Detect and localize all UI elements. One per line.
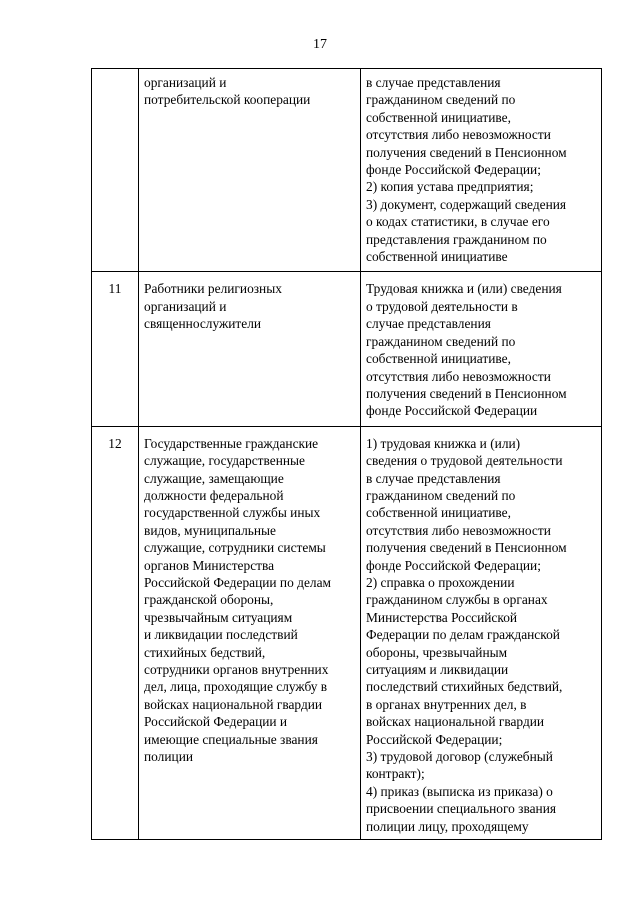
text-line: собственной инициативе,	[366, 351, 511, 367]
table-row	[92, 426, 602, 839]
text-line: Российской Федерации;	[366, 731, 503, 747]
text-line: служащие, замещающие	[144, 470, 284, 486]
table-row	[92, 272, 602, 426]
documents-cell	[361, 426, 602, 839]
text-line: Министерства Российской	[366, 609, 518, 625]
text-line: сведения о трудовой деятельности	[366, 453, 563, 469]
text-line: собственной инициативе,	[366, 505, 511, 521]
text-line: войсках национальной гвардии	[144, 696, 323, 712]
text-line: фонде Российской Федерации	[366, 403, 538, 419]
text-line: Федерации по делам гражданской	[366, 627, 560, 643]
text-line: собственной инициативе	[366, 249, 508, 265]
text-line: и ликвидации последствий	[144, 627, 298, 643]
text-line: фонде Российской Федерации;	[366, 162, 541, 178]
text-line: отсутствия либо невозможности	[366, 368, 551, 384]
table-row	[92, 69, 602, 272]
text-line: 3) документ, содержащий сведения	[366, 196, 567, 212]
text-line: фонде Российской Федерации;	[366, 557, 541, 573]
text-line: имеющие специальные звания	[144, 731, 318, 747]
row-number	[92, 69, 139, 272]
text-line: войсках национальной гвардии	[366, 714, 545, 730]
documents-cell	[361, 69, 602, 272]
category-cell	[139, 69, 361, 272]
text-line: 2) копия устава предприятия;	[366, 179, 534, 195]
text-line: Государственные гражданские	[144, 435, 319, 451]
text-line: Российской Федерации и	[144, 714, 288, 730]
text-line: отсутствия либо невозможности	[366, 127, 551, 143]
text-line: получения сведений в Пенсионном	[366, 385, 567, 401]
text-line: 1) трудовая книжка и (или)	[366, 435, 521, 451]
text-line: организаций и	[144, 75, 227, 90]
text-line: полиции лицу, проходящему	[366, 818, 529, 834]
text-line: 2) справка о прохождении	[366, 574, 515, 590]
text-line: в случае представления	[366, 470, 501, 486]
text-line: органов Министерства	[144, 557, 275, 573]
documents-table	[91, 68, 602, 840]
text-line: получения сведений в Пенсионном	[366, 540, 567, 556]
text-line: служащие, государственные	[144, 453, 305, 469]
text-line: отсутствия либо невозможности	[366, 522, 551, 538]
text-line: о трудовой деятельности в	[366, 298, 518, 314]
text-line: гражданской обороны,	[144, 592, 274, 608]
text-line: организаций и	[144, 298, 227, 314]
row-number: 11	[92, 272, 139, 426]
documents-cell	[361, 272, 602, 426]
text-line: присвоении специального звания	[366, 801, 557, 817]
text-line: священнослужители	[144, 316, 262, 332]
text-line: дел, лица, проходящие службу в	[144, 679, 328, 695]
text-line: гражданином службы в органах	[366, 592, 548, 608]
text-line: контракт);	[366, 766, 425, 782]
text-line: государственной службы иных	[144, 505, 321, 521]
text-line: гражданином сведений по	[366, 92, 516, 108]
page-number: 17	[313, 37, 327, 52]
text-line: видов, муниципальные	[144, 522, 276, 538]
text-line: собственной инициативе,	[366, 109, 511, 125]
text-line: обороны, чрезвычайным	[366, 644, 508, 660]
text-line: потребительской кооперации	[144, 92, 311, 108]
text-line: служащие, сотрудники системы	[144, 540, 326, 556]
text-line: чрезвычайным ситуациям	[144, 609, 293, 625]
text-line: последствий стихийных бедствий,	[366, 679, 563, 695]
text-line: гражданином сведений по	[366, 333, 516, 349]
category-cell	[139, 272, 361, 426]
text-line: о кодах статистики, в случае его	[366, 214, 550, 230]
text-line: Работники религиозных	[144, 281, 282, 297]
text-line: должности федеральной	[144, 487, 284, 503]
text-line: Трудовая книжка и (или) сведения	[366, 281, 562, 297]
text-line: ситуациям и ликвидации	[366, 662, 509, 677]
category-cell	[139, 426, 361, 839]
text-line: представления гражданином по	[366, 231, 547, 247]
text-line: в органах внутренних дел, в	[366, 696, 527, 712]
text-line: получения сведений в Пенсионном	[366, 144, 567, 160]
text-line: 3) трудовой договор (служебный	[366, 749, 553, 765]
text-line: 4) приказ (выписка из приказа) о	[366, 783, 553, 799]
text-line: Российской Федерации по делам	[144, 574, 331, 590]
text-line: полиции	[144, 749, 194, 765]
text-line: сотрудники органов внутренних	[144, 662, 329, 677]
text-line: в случае представления	[366, 75, 501, 90]
text-line: гражданином сведений по	[366, 487, 516, 503]
row-number: 12	[92, 426, 139, 839]
text-line: случае представления	[366, 316, 491, 332]
text-line: стихийных бедствий,	[144, 644, 266, 660]
